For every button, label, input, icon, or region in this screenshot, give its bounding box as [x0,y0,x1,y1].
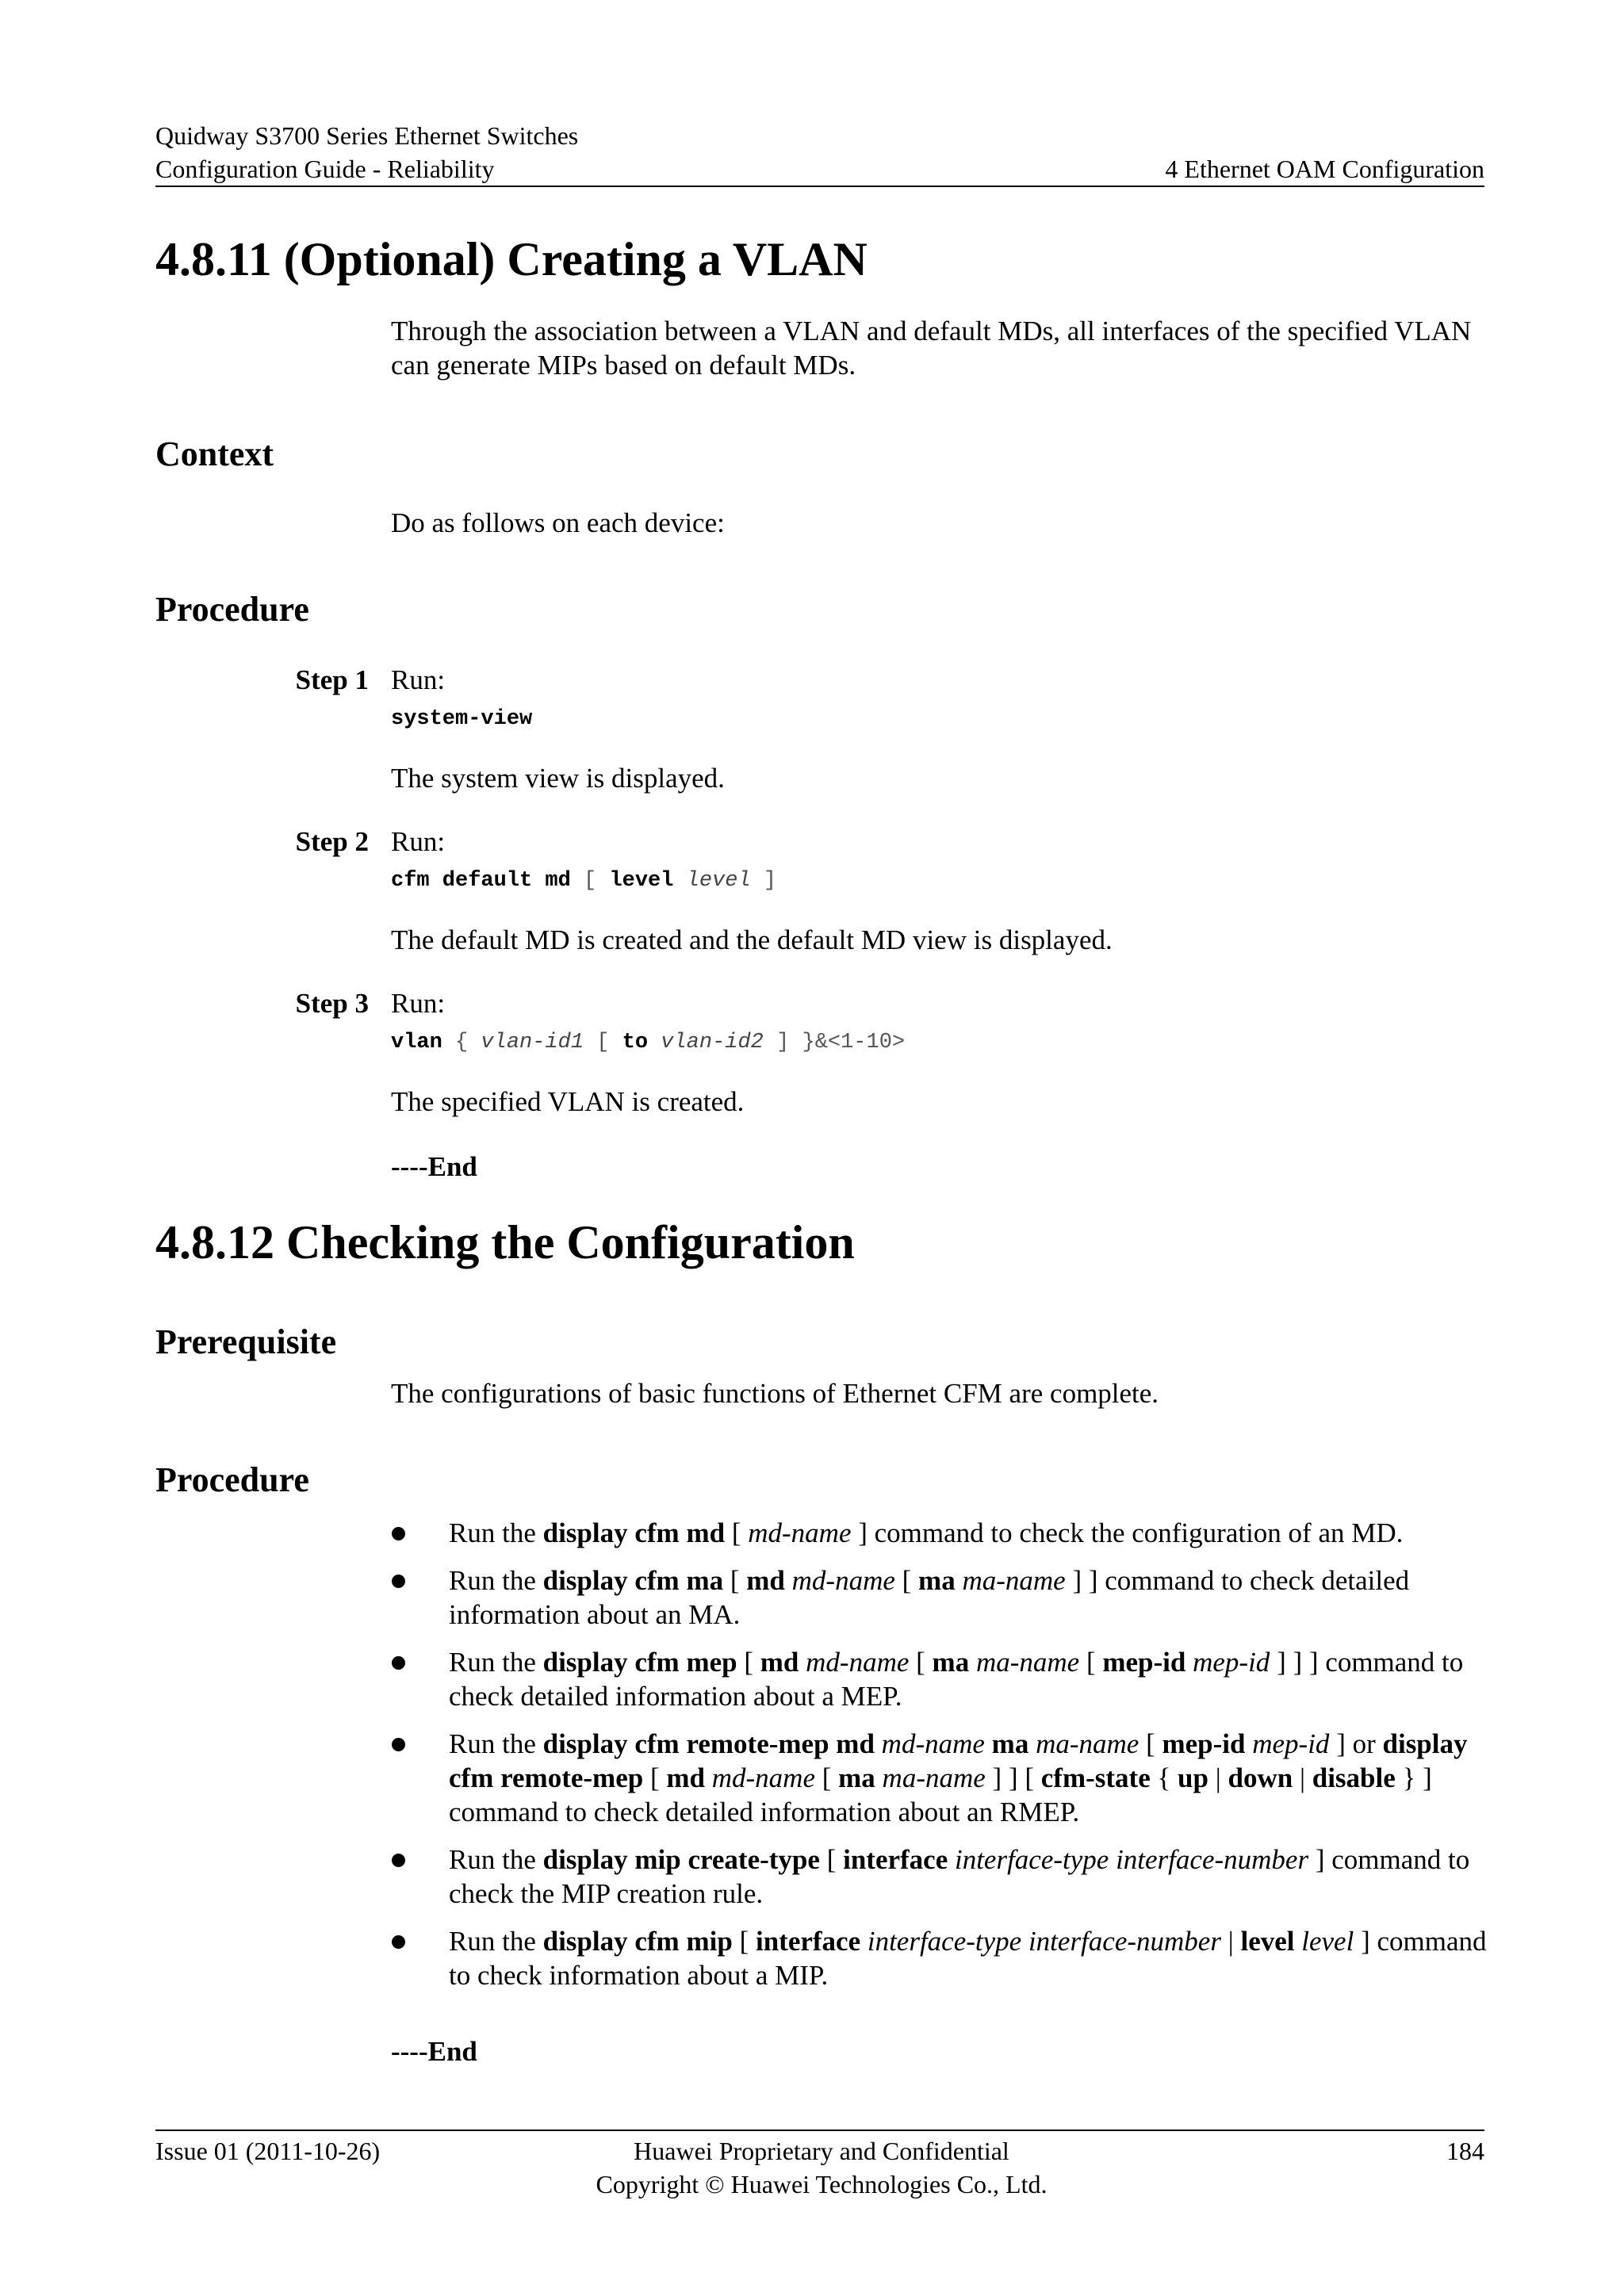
command-list [449,1516,1488,2006]
header-rule [155,186,1484,187]
context-heading: Context [155,434,274,473]
header-chapter: 4 Ethernet OAM Configuration [1165,155,1484,183]
bullet-icon [392,1738,405,1751]
step-1-run: Run: [391,664,446,695]
step-2-run: Run: [391,826,446,857]
section-title-4-8-12: 4.8.12 Checking the Configuration [155,1216,855,1269]
list-item: Run the display cfm ma [ md md-name [ ma ma-name ] ] command to check detailed information about an MA. [449,1563,1488,1632]
section-intro: Through the association between a VLAN and default MDs, all interfaces of the specified VLAN can generate MIPs based on default MDs. [391,316,1472,381]
step-1-result: The system view is displayed. [391,763,725,794]
section-title-4-8-11: 4.8.11 (Optional) Creating a VLAN [155,233,868,285]
step-2-label: Step 2 [295,826,369,857]
bullet-icon [392,1527,405,1540]
command-argument: level [686,869,751,893]
footer-confidential: Huawei Proprietary and Confidential [634,2137,1009,2165]
command-bracket: [ [596,1031,610,1054]
step-2-command [391,867,776,894]
bullet-icon [392,1575,405,1588]
list-item: Run the display cfm remote-mep md md-name ma ma-name [ mep-id mep-id ] or display cfm remote-mep [ md md-name [ ma ma-name ] ] [ cfm-state { up | down | disable } ] command to check detailed information about an RMEP. [449,1727,1488,1829]
step-3-label: Step 3 [295,988,369,1019]
end-mark: ----End [391,1151,477,1182]
command-bracket: ] }&<1-10> [776,1031,906,1054]
step-3-result: The specified VLAN is created. [391,1086,745,1117]
prerequisite-heading: Prerequisite [155,1322,337,1361]
step-3-run: Run: [391,988,446,1019]
procedure-heading: Procedure [155,590,309,629]
footer-copyright: Copyright © Huawei Technologies Co., Ltd. [596,2170,1048,2198]
procedure-heading-2: Procedure [155,1460,309,1499]
command-argument: vlan-id2 [661,1031,764,1054]
command-keyword: cfm default md [391,869,571,893]
bullet-icon [392,1854,405,1867]
footer-issue: Issue 01 (2011-10-26) [155,2137,381,2165]
command-bracket: { [455,1031,469,1054]
bullet-icon [392,1935,405,1949]
list-item: Run the display mip create-type [ interface interface-type interface-number ] command to check the MIP creation rule. [449,1843,1488,1911]
command-bracket: ] [763,869,777,893]
command-keyword: vlan [391,1031,442,1054]
context-text: Do as follows on each device: [391,507,725,538]
list-item: Run the display cfm mep [ md md-name [ ma ma-name [ mep-id mep-id ] ] ] command to check detailed information about a MEP. [449,1645,1488,1713]
list-item: Run the display cfm md [ md-name ] command to check the configuration of an MD. [449,1516,1488,1550]
command-bracket: [ [584,869,597,893]
list-item: Run the display cfm mip [ interface interface-type interface-number | level level ] command to check information about a MIP. [449,1924,1488,1992]
step-1-command [391,706,532,733]
command-keyword: to [622,1031,649,1054]
header-guide: Configuration Guide - Reliability [155,155,495,183]
step-3-command [391,1029,905,1056]
header-product: Quidway S3700 Series Ethernet Switches [155,121,579,150]
step-1-label: Step 1 [295,664,369,695]
command-argument: vlan-id1 [481,1031,584,1054]
page-number: 184 [1446,2137,1484,2165]
end-mark-2: ----End [391,2036,477,2067]
step-2-result: The default MD is created and the default MD view is displayed. [391,924,1113,955]
bullet-icon [392,1656,405,1670]
footer-rule [155,2130,1484,2131]
prerequisite-text: The configurations of basic functions of Ethernet CFM are complete. [391,1378,1159,1409]
command-keyword: level [609,869,674,893]
command-keyword: system-view [391,707,533,731]
